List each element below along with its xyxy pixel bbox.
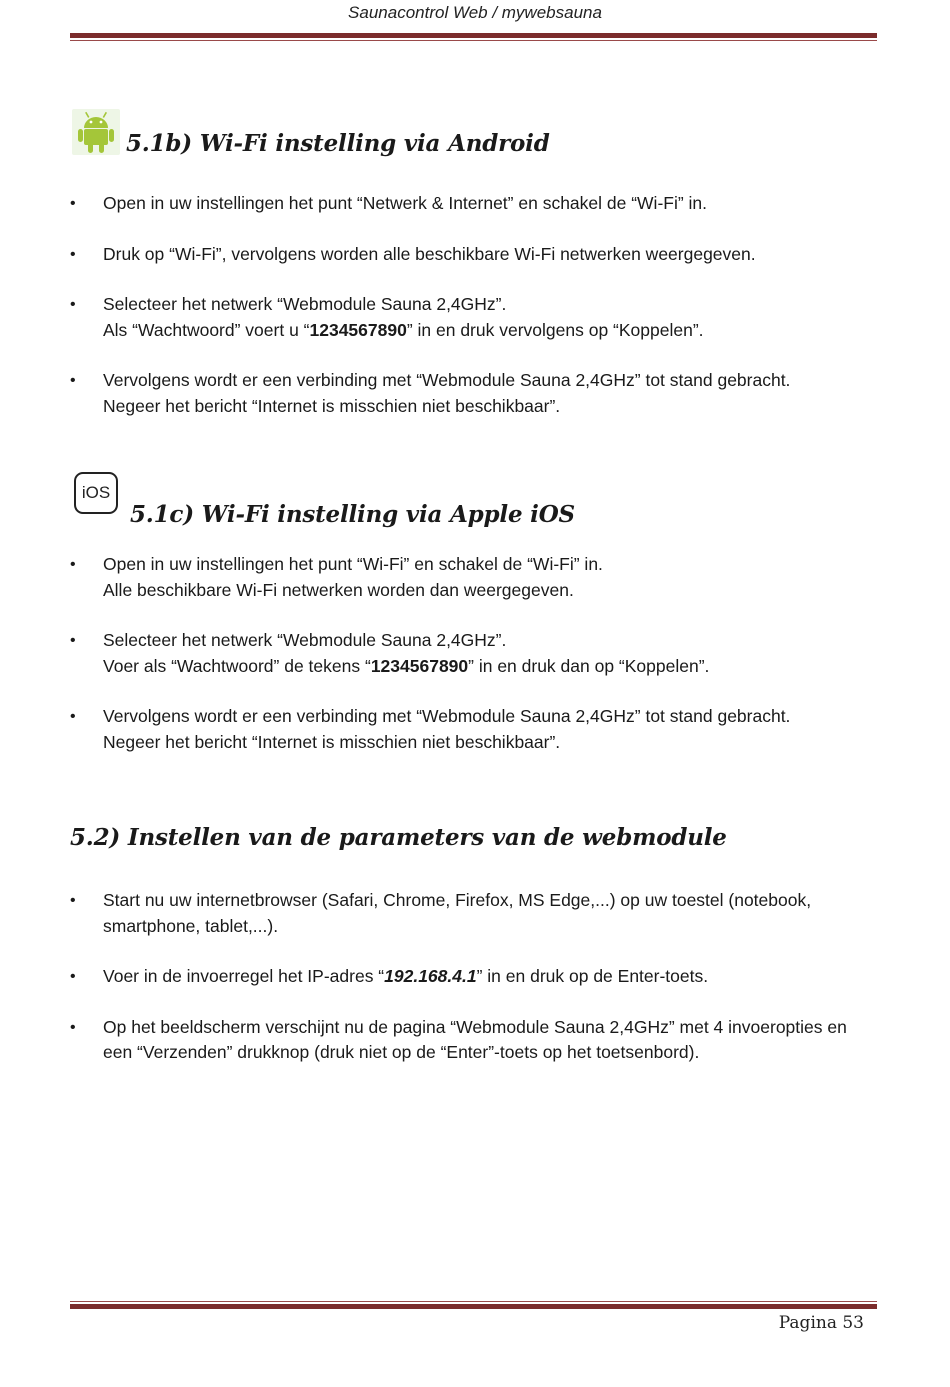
list-item-text: • Open in uw instellingen het punt “Netwerk & Internet” en schakel de “Wi-Fi” in.	[103, 193, 708, 213]
list-item	[70, 888, 920, 939]
header-rule	[70, 33, 877, 41]
list-item-text: Negeer het bericht “Internet is misschien niet beschikbaar”.	[103, 731, 561, 752]
footer-rule	[70, 1301, 877, 1309]
android-icon	[72, 109, 120, 155]
ip-address: 192.168.4.1	[384, 966, 477, 986]
android-heading-row	[72, 109, 550, 155]
list-item-text: • Open in uw instellingen het punt “Wi-Fi” en schakel de “Wi-Fi” in.	[103, 554, 603, 574]
page-number: Pagina 53	[778, 1313, 864, 1333]
list-item-text: Voer als “Wachtwoord” de tekens “1234567890” in en druk dan op “Koppelen”.	[103, 655, 710, 676]
ios-heading-row	[74, 472, 575, 528]
list-item-text: • Voer in de invoerregel het IP-adres “192.168.4.1” in en druk op de Enter-toets.	[103, 966, 709, 986]
password-value: 1234567890	[370, 655, 469, 676]
list-item-text: • Op het beeldscherm verschijnt nu de pagina “Webmodule Sauna 2,4GHz” met 4 invoeropties en	[103, 1016, 847, 1037]
list-item	[70, 552, 920, 603]
list-item	[70, 704, 920, 755]
list-item	[70, 368, 920, 419]
list-item-text: een “Verzenden” drukknop (druk niet op de “Enter”-toets op het toetsenbord).	[103, 1042, 700, 1062]
params-steps	[70, 888, 920, 1066]
list-item-text: Als “Wachtwoord” voert u “1234567890” in en druk vervolgens op “Koppelen”.	[103, 319, 704, 340]
list-item-text: Alle beschikbare Wi-Fi netwerken worden dan weergegeven.	[103, 579, 574, 600]
list-item-text: • Selecteer het netwerk “Webmodule Sauna 2,4GHz”.	[103, 294, 507, 314]
password-value: 1234567890	[309, 319, 407, 340]
ios-steps	[70, 552, 920, 755]
list-item	[70, 242, 920, 268]
list-item	[70, 628, 920, 679]
list-item-text: • Start nu uw internetbrowser (Safari, Chrome, Firefox, MS Edge,...) op uw toestel (notebook,	[103, 890, 812, 910]
section-heading-params: 5.2) Instellen van de parameters van de webmodule	[70, 824, 727, 851]
list-item-text: Negeer het bericht “Internet is misschien niet beschikbaar”.	[103, 395, 561, 416]
list-item	[70, 964, 920, 990]
list-item	[70, 1015, 920, 1066]
list-item-text: • Druk op “Wi-Fi”, vervolgens worden alle beschikbare Wi-Fi netwerken weergegeven.	[103, 243, 756, 264]
android-steps	[70, 191, 920, 419]
params-heading-row	[70, 824, 920, 851]
list-item-text: • Selecteer het netwerk “Webmodule Sauna 2,4GHz”.	[103, 630, 507, 650]
page-header-title: Saunacontrol Web / mywebsauna	[348, 3, 602, 22]
list-item-text: • Vervolgens wordt er een verbinding met “Webmodule Sauna 2,4GHz” tot stand gebracht.	[103, 706, 791, 726]
section-heading-ios: 5.1c) Wi-Fi instelling via Apple iOS	[130, 501, 575, 528]
list-item	[70, 191, 920, 217]
section-heading-android: 5.1b) Wi-Fi instelling via Android	[126, 130, 550, 157]
list-item-text: • Vervolgens wordt er een verbinding met “Webmodule Sauna 2,4GHz” tot stand gebracht.	[103, 370, 791, 390]
list-item-text: smartphone, tablet,...).	[103, 915, 279, 936]
ios-icon: iOS	[74, 472, 118, 514]
list-item	[70, 292, 920, 343]
